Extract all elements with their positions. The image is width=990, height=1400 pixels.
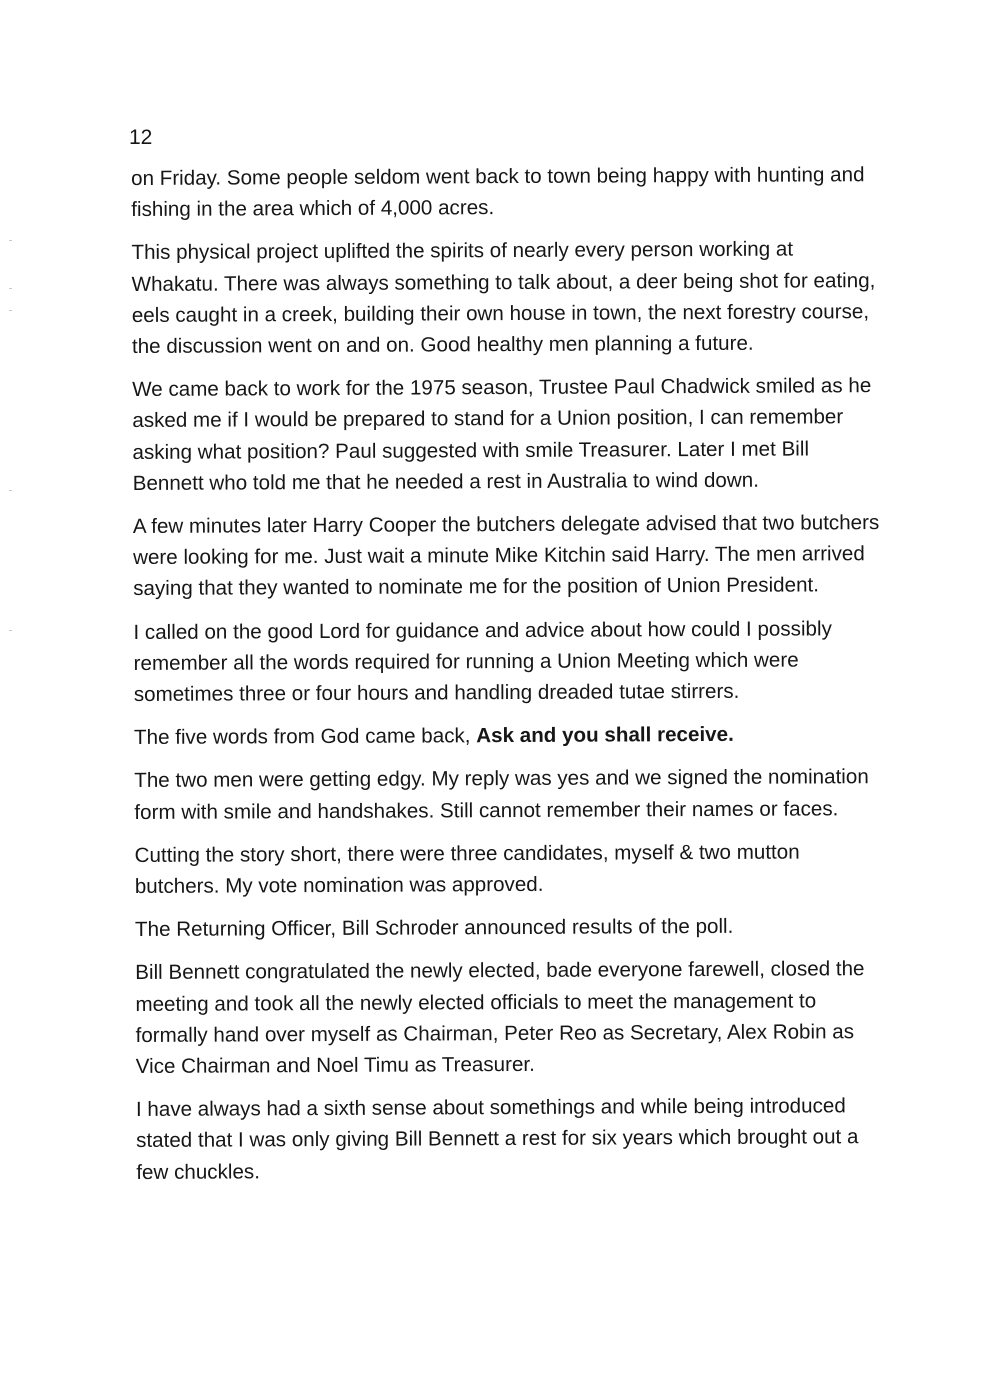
- paragraph-guidance: I called on the good Lord for guidance and advice about how could I possibly remember all the words required for running a Union Meeting which were sometimes three or four hours and handling dreaded tutae stirrers.: [133, 616, 832, 707]
- paragraph-five-words: [134, 718, 886, 753]
- paragraph-1975-season: We came back to work for the 1975 season, Trustee Paul Chadwick smiled as he asked me if I would be prepared to stand for a Union position, I can remember asking what position? Paul suggested with smile Treasurer. Later I met Bill Bennett who told me that he needed a rest in Australia to wind down.: [132, 374, 872, 495]
- paragraph-physical-project: This physical project uplifted the spirits of nearly every person working at Whakatu. There was always something to talk about, a deer being shot for eating, eels caught in a creek, building their own house in town, the next forestry course, the discussion went on and on. Good healthy men planning a future.: [131, 237, 876, 359]
- five-words-bold-quote: Ask and you shall receive.: [476, 723, 734, 748]
- paragraph-harry-cooper: A few minutes later Harry Cooper the butchers delegate advised that two butchers were looking for me. Just wait a minute Mike Kitchin said Harry. The men arrived saying that they wanted to nominate me for the position of Union President.: [132, 511, 880, 601]
- paragraph-congratulations: Bill Bennett congratulated the newly elected, bade everyone farewell, closed the meeting and took all the newly elected officials to meet the management to formally hand over myself as Chairman, Peter Reo as Secretary, Alex Robin as Vice Chairman and Noel Timu as Treasurer.: [135, 957, 865, 1079]
- paragraph-nomination: The two men were getting edgy. My reply was yes and we signed the nomination form with smile and handshakes. Still cannot remember their names or faces.: [134, 765, 869, 824]
- paragraph-continuation: on Friday. Some people seldom went back to town being happy with hunting and fishing in the area which of 4,000 acres.: [131, 163, 865, 222]
- paragraph-sixth-sense: I have always had a sixth sense about somethings and while being introduced stated that I was only giving Bill Bennett a rest for six years which brought out a few chuckles.: [135, 1094, 859, 1184]
- paragraph-returning-officer: The Returning Officer, Bill Schroder announced results of the poll.: [134, 915, 734, 942]
- five-words-prefix: The five words from God came back,: [133, 724, 477, 750]
- scan-margin-marks: [9, 240, 13, 660]
- body-text: [131, 159, 888, 1200]
- paragraph-candidates: Cutting the story short, there were three candidates, myself & two mutton butchers. My vote nomination was approved.: [134, 840, 800, 899]
- page-number: 12: [129, 126, 153, 149]
